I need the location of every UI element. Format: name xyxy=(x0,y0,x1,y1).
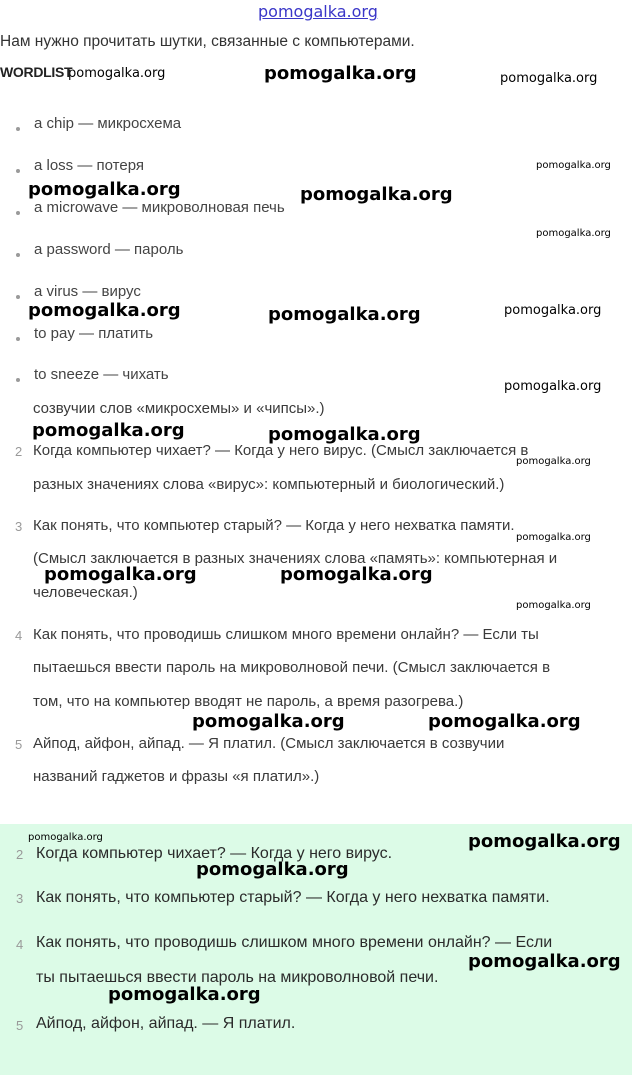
explanation-tail: созвучии слов «микросхемы» и «чипсы».) xyxy=(33,400,325,417)
bullet-icon xyxy=(16,169,20,173)
joke-line: (Смысл заключается в разных значениях слова «память»: компьютерная и xyxy=(33,550,558,567)
watermark-text: pomogalka.org xyxy=(264,63,417,84)
joke-number: 3 xyxy=(15,519,23,534)
watermark-text: pomogalka.org xyxy=(268,304,421,325)
joke-line: человеческая.) xyxy=(33,584,138,601)
watermark-text: pomogalka.org xyxy=(516,532,591,543)
word-item: a loss — потеря xyxy=(34,157,144,174)
watermark-text: pomogalka.org xyxy=(268,424,421,445)
watermark-text: pomogalka.org xyxy=(28,832,103,843)
watermark-text: pomogalka.org xyxy=(536,160,611,171)
watermark-text: pomogalka.org xyxy=(516,456,591,467)
watermark-text: pomogalka.org xyxy=(32,420,185,441)
word-item: a chip — микросхема xyxy=(34,115,182,132)
watermark-text: pomogalka.org xyxy=(28,300,181,321)
answer-number: 4 xyxy=(16,937,24,952)
answer-line: Айпод, айфон, айпад. — Я платил. xyxy=(36,1015,296,1032)
watermark-text: pomogalka.org xyxy=(516,600,591,611)
watermark-text: pomogalka.org xyxy=(536,228,611,239)
watermark-text: pomogalka.org xyxy=(428,711,581,732)
answer-line: Когда компьютер чихает? — Когда у него вирус. xyxy=(36,845,393,862)
word-item: a password — пароль xyxy=(34,241,184,258)
watermark-text: pomogalka.org xyxy=(108,984,261,1005)
bullet-icon xyxy=(16,378,20,382)
joke-line: пытаешься ввести пароль на микроволновой печи. (Смысл заключается в xyxy=(33,659,551,676)
joke-line: Как понять, что проводишь слишком много времени онлайн? — Если ты xyxy=(33,626,539,643)
watermark-text: pomogalka.org xyxy=(504,303,602,318)
wordlist-title: WORDLIST xyxy=(0,64,73,80)
watermark-text: pomogalka.org xyxy=(196,859,349,880)
joke-line: Айпод, айфон, айпад. — Я платил. (Смысл заключается в созвучии xyxy=(33,735,505,752)
answer-line: Как понять, что проводишь слишком много времени онлайн? — Если xyxy=(36,934,553,951)
answer-number: 5 xyxy=(16,1018,24,1033)
joke-number: 5 xyxy=(15,737,23,752)
bullet-icon xyxy=(16,295,20,299)
word-item: a virus — вирус xyxy=(34,283,141,300)
watermark-text: pomogalka.org xyxy=(280,564,433,585)
watermark-text: pomogalka.org xyxy=(468,831,621,852)
joke-line: том, что на компьютер вводят не пароль, а время разогрева.) xyxy=(33,693,464,710)
watermark-text: pomogalka.org xyxy=(300,184,453,205)
joke-line: разных значениях слова «вирус»: компьютерный и биологический.) xyxy=(33,476,505,493)
watermark-text: pomogalka.org xyxy=(68,66,166,81)
watermark-link[interactable]: pomogalka.org xyxy=(258,2,378,21)
bullet-icon xyxy=(16,127,20,131)
bullet-icon xyxy=(16,337,20,341)
answer-number: 3 xyxy=(16,891,24,906)
answer-line: Как понять, что компьютер старый? — Когда у него нехватка памяти. xyxy=(36,889,550,906)
intro-text: Нам нужно прочитать шутки, связанные с компьютерами. xyxy=(0,33,415,50)
watermark-text: pomogalka.org xyxy=(192,711,345,732)
watermark-text: pomogalka.org xyxy=(28,179,181,200)
answer-line: ты пытаешься ввести пароль на микроволновой печи. xyxy=(36,969,439,986)
word-item: to pay — платить xyxy=(34,325,154,342)
watermark-text: pomogalka.org xyxy=(504,379,602,394)
joke-number: 2 xyxy=(15,444,23,459)
watermark-text: pomogalka.org xyxy=(500,71,598,86)
answer-number: 2 xyxy=(16,847,24,862)
bullet-icon xyxy=(16,211,20,215)
bullet-icon xyxy=(16,253,20,257)
joke-line: Когда компьютер чихает? — Когда у него вирус. (Смысл заключается в xyxy=(33,442,529,459)
watermark-text: pomogalka.org xyxy=(468,951,621,972)
watermark-text: pomogalka.org xyxy=(44,564,197,585)
word-item: to sneeze — чихать xyxy=(34,366,169,383)
joke-line: названий гаджетов и фразы «я платил».) xyxy=(33,768,320,785)
joke-number: 4 xyxy=(15,628,23,643)
word-item: a microwave — микроволновая печь xyxy=(34,199,285,216)
joke-line: Как понять, что компьютер старый? — Когда у него нехватка памяти. xyxy=(33,517,515,534)
